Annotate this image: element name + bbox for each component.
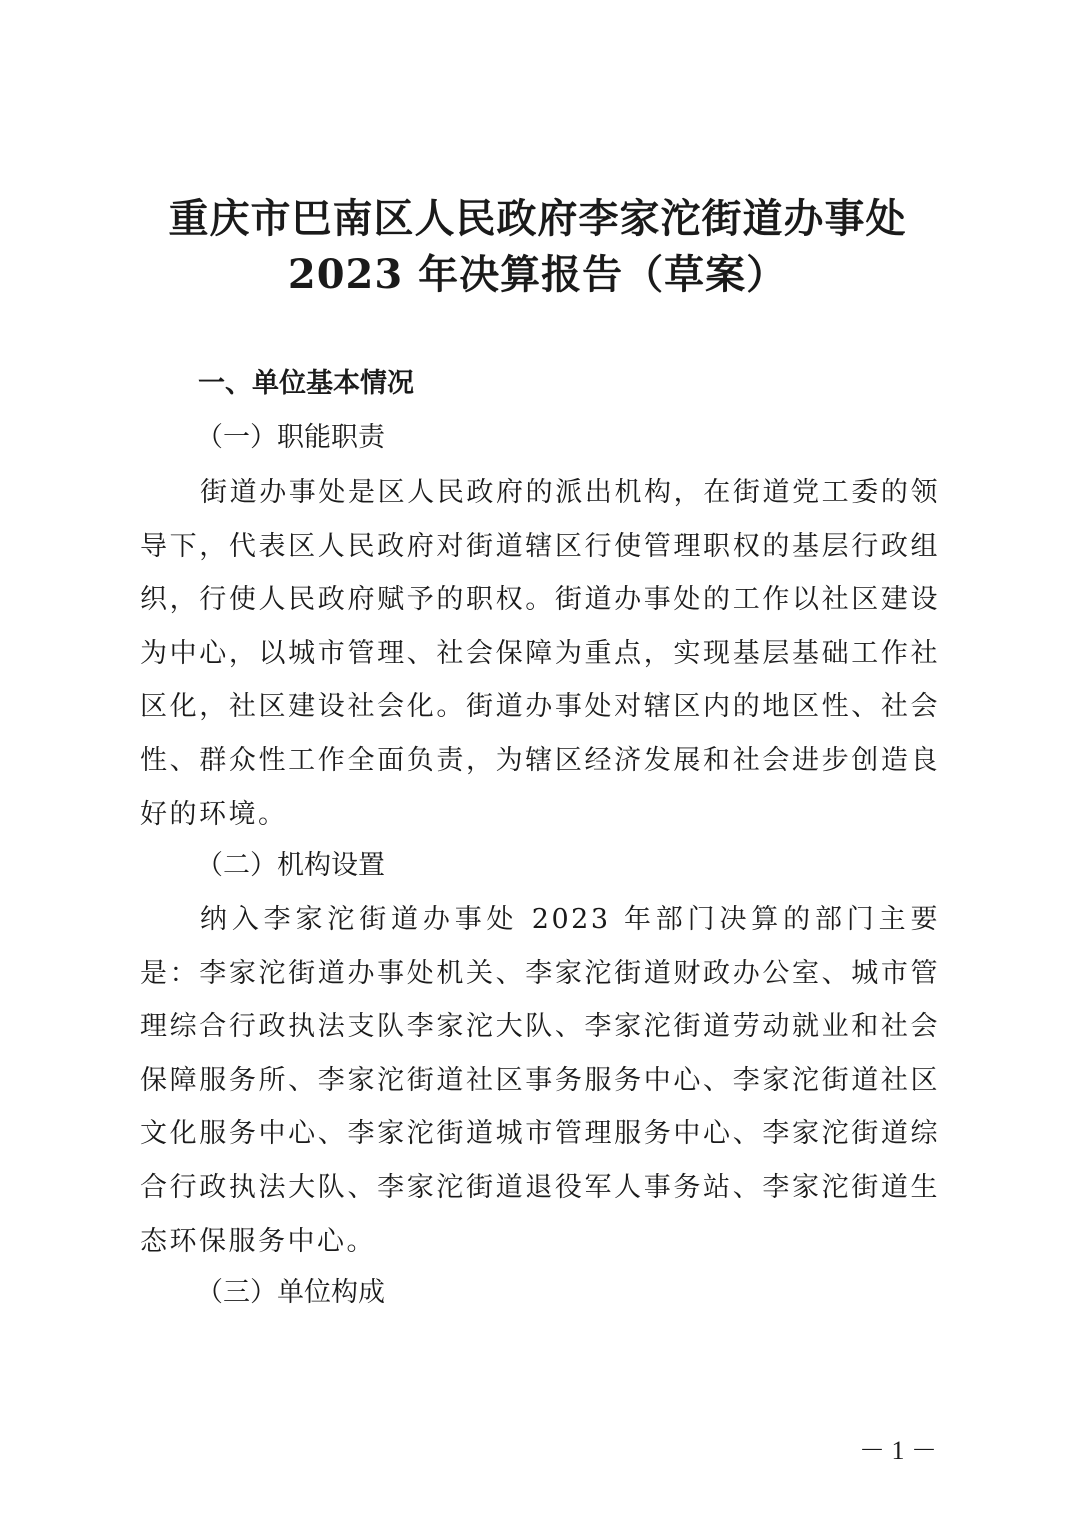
subsection-heading-organization: （二）机构设置 — [196, 850, 385, 881]
paragraph-organization: 纳入李家沱街道办事处 2023 年部门决算的部门主要是：李家沱街道办事处机关、李家沱街道财政办公室、城市管理综合行政执法支队李家沱大队、李家沱街道劳动就业和社会保障服务所、李家沱街道社区事务服务中心、李家沱街道社区文化服务中心、李家沱街道城市管理服务中心、李家沱街道综合行政执法大队、李家沱街道退役军人事务站、李家沱街道生态环保服务中心。 — [140, 904, 940, 1257]
document-title-line1: 重庆市巴南区人民政府李家沱街道办事处 — [168, 195, 907, 242]
section-heading-basic-info: 一、单位基本情况 — [198, 368, 414, 399]
subsection-heading-composition: （三）单位构成 — [196, 1277, 385, 1308]
page-number: － 1 － — [858, 1436, 937, 1465]
document-title-line2: 2023 年决算报告（草案） — [287, 251, 788, 298]
paragraph-duties: 街道办事处是区人民政府的派出机构，在街道党工委的领导下，代表区人民政府对街道辖区行使管理职权的基层行政组织，行使人民政府赋予的职权。街道办事处的工作以社区建设为中心，以城市管理、社会保障为重点，实现基层基础工作社区化，社区建设社会化。街道办事处对辖区内的地区性、社会性、群众性工作全面负责，为辖区经济发展和社会进步创造良好的环境。 — [140, 477, 940, 830]
subsection-heading-duties: （一）职能职责 — [196, 422, 385, 453]
